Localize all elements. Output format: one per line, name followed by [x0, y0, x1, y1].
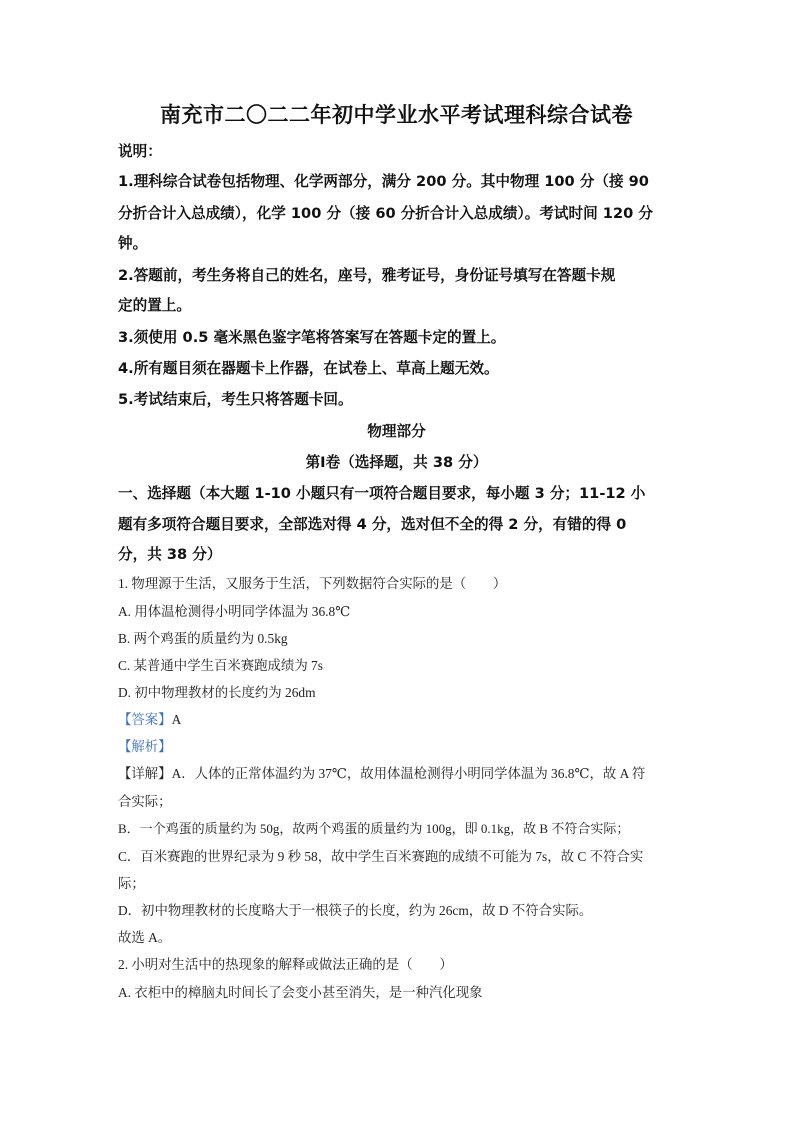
question-option: D. 初中物理教材的长度约为 26dm [118, 685, 316, 700]
instruction-line: 1.理科综合试卷包括物理、化学两部分，满分 200 分。其中物理 100 分（接 90 [118, 173, 649, 190]
exam-title: 南充市二〇二二年初中学业水平考试理科综合试卷 [160, 103, 633, 127]
detail-line: 际； [118, 876, 145, 891]
part-heading-line: 题有多项符合题目要求，全部选对得 4 分，选对但不全的得 2 分，有错的得 0 [118, 516, 627, 533]
question-stem: 2. 小明对生活中的热现象的解释或做法正确的是（ ） [118, 957, 453, 972]
instruction-line: 定的置上。 [118, 297, 191, 314]
instruction-line: 5.考试结束后，考生只将答题卡回。 [118, 391, 353, 408]
instruction-line: 3.须使用 0.5 毫米黑色鉴字笔将答案写在答题卡定的置上。 [118, 329, 506, 346]
part-heading-line: 分，共 38 分） [118, 546, 222, 563]
detail-line: 故选 A。 [118, 930, 172, 945]
question-stem: 1. 物理源于生活，又服务于生活，下列数据符合实际的是（ ） [118, 576, 507, 591]
detail-line: B．一个鸡蛋的质量约为 50g，故两个鸡蛋的质量约为 100g，即 0.1kg，故 B 不符合实际； [118, 821, 630, 836]
detail-line: D．初中物理教材的长度略大于一根筷子的长度，约为 26cm，故 D 不符合实际。 [118, 903, 593, 918]
detail-line: 合实际； [118, 794, 172, 809]
answer-value: A [171, 712, 182, 727]
volume-title: 第Ⅰ卷（选择题，共 38 分） [305, 454, 488, 471]
instruction-line: 钟。 [118, 235, 148, 252]
answer-label: 【答案】 [118, 712, 172, 727]
question-option: C. 某普通中学生百米赛跑成绩为 7s [118, 658, 323, 673]
question-option: A. 用体温枪测得小明同学体温为 36.8℃ [118, 604, 351, 619]
instruction-line: 2.答题前，考生务将自己的姓名，座号，雅考证号，身份证号填写在答题卡规 [118, 267, 616, 284]
detail-line: A．人体的正常体温约为 37℃，故用体温枪测得小明同学体温为 36.8℃，故 A 符 [171, 766, 646, 781]
part-heading-line: 一、选择题（本大题 1-10 小题只有一项符合题目要求，每小题 3 分；11-12 小 [118, 485, 646, 502]
section-title: 物理部分 [367, 423, 426, 440]
question-option: B. 两个鸡蛋的质量约为 0.5kg [118, 631, 288, 646]
instructions-heading: 说明： [118, 143, 162, 160]
question-option: A. 衣柜中的樟脑丸时间长了会变小甚至消失，是一种汽化现象 [118, 985, 483, 1000]
analysis-label: 【解析】 [118, 739, 172, 754]
instruction-line: 4.所有题目须在器题卡上作器，在试卷上、草高上题无效。 [118, 360, 499, 377]
detail-label: 【详解】 [118, 766, 172, 781]
detail-line: C．百米赛跑的世界纪录为 9 秒 58，故中学生百米赛跑的成绩不可能为 7s，故 C 不符合实 [118, 849, 644, 864]
instruction-line: 分折合计入总成绩），化学 100 分（接 60 分折合计入总成绩）。考试时间 120 分 [118, 205, 653, 222]
answer-row [118, 709, 181, 728]
detail-row [118, 763, 645, 782]
